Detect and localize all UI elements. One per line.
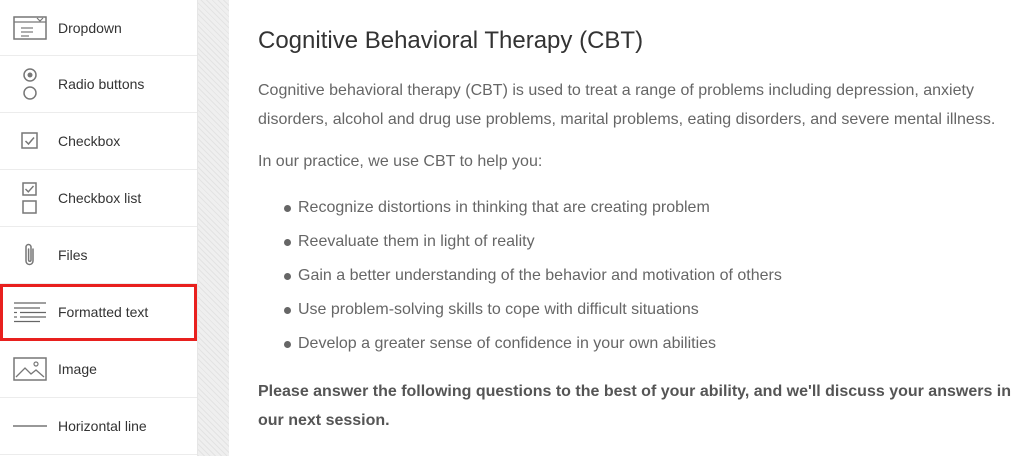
list-item: Reevaluate them in light of reality [281, 227, 782, 261]
image-icon [12, 351, 48, 387]
practice-paragraph: In our practice, we use CBT to help you: [258, 153, 543, 170]
checkbox-icon [12, 123, 48, 159]
intro-paragraph: Cognitive behavioral therapy (CBT) is used to treat a range of problems including depression, anxiety disorders, alcohol and drug use problems, marital problems, eating disorders, and severe mental illness. [258, 82, 996, 128]
list-item: Develop a greater sense of confidence in your own abilities [281, 329, 782, 363]
list-item: Gain a better understanding of the behavior and motivation of others [281, 261, 782, 295]
sidebar-item-files[interactable] [0, 227, 197, 284]
radio-buttons-icon [12, 66, 48, 102]
sidebar-item-label: Radio buttons [58, 76, 145, 92]
sidebar-item-label: Checkbox [58, 133, 121, 149]
sidebar-item-image[interactable] [0, 341, 197, 398]
list-item: Recognize distortions in thinking that are creating problem [281, 193, 782, 227]
sidebar-item-label: Checkbox list [58, 190, 142, 206]
paperclip-icon [12, 237, 48, 273]
resize-divider[interactable] [197, 0, 229, 456]
sidebar-item-label: Horizontal line [58, 418, 147, 434]
sidebar-item-checkbox[interactable] [0, 113, 197, 170]
page-title: Cognitive Behavioral Therapy (CBT) [258, 27, 644, 54]
checkbox-list-icon [12, 180, 48, 216]
sidebar-item-formatted-text[interactable] [0, 284, 197, 341]
list-item: Use problem-solving skills to cope with difficult situations [281, 295, 782, 329]
sidebar [0, 0, 197, 456]
sidebar-item-dropdown[interactable] [0, 0, 197, 56]
formatted-text-preview[interactable] [229, 0, 1036, 456]
sidebar-item-radio-buttons[interactable] [0, 56, 197, 113]
sidebar-item-label: Image [58, 361, 97, 377]
sidebar-item-horizontal-line[interactable] [0, 398, 197, 455]
dropdown-icon [12, 10, 48, 46]
sidebar-item-label: Formatted text [58, 304, 149, 320]
formatted-text-icon [12, 294, 48, 330]
closing-paragraph: Please answer the following questions to the best of your ability, and we'll discuss your answers in our next session. [258, 383, 1012, 429]
sidebar-item-label: Dropdown [58, 19, 122, 36]
horizontal-line-icon [12, 408, 48, 444]
sidebar-item-checkbox-list[interactable] [0, 170, 197, 227]
bullet-list [281, 193, 782, 363]
sidebar-item-label: Files [58, 247, 88, 263]
